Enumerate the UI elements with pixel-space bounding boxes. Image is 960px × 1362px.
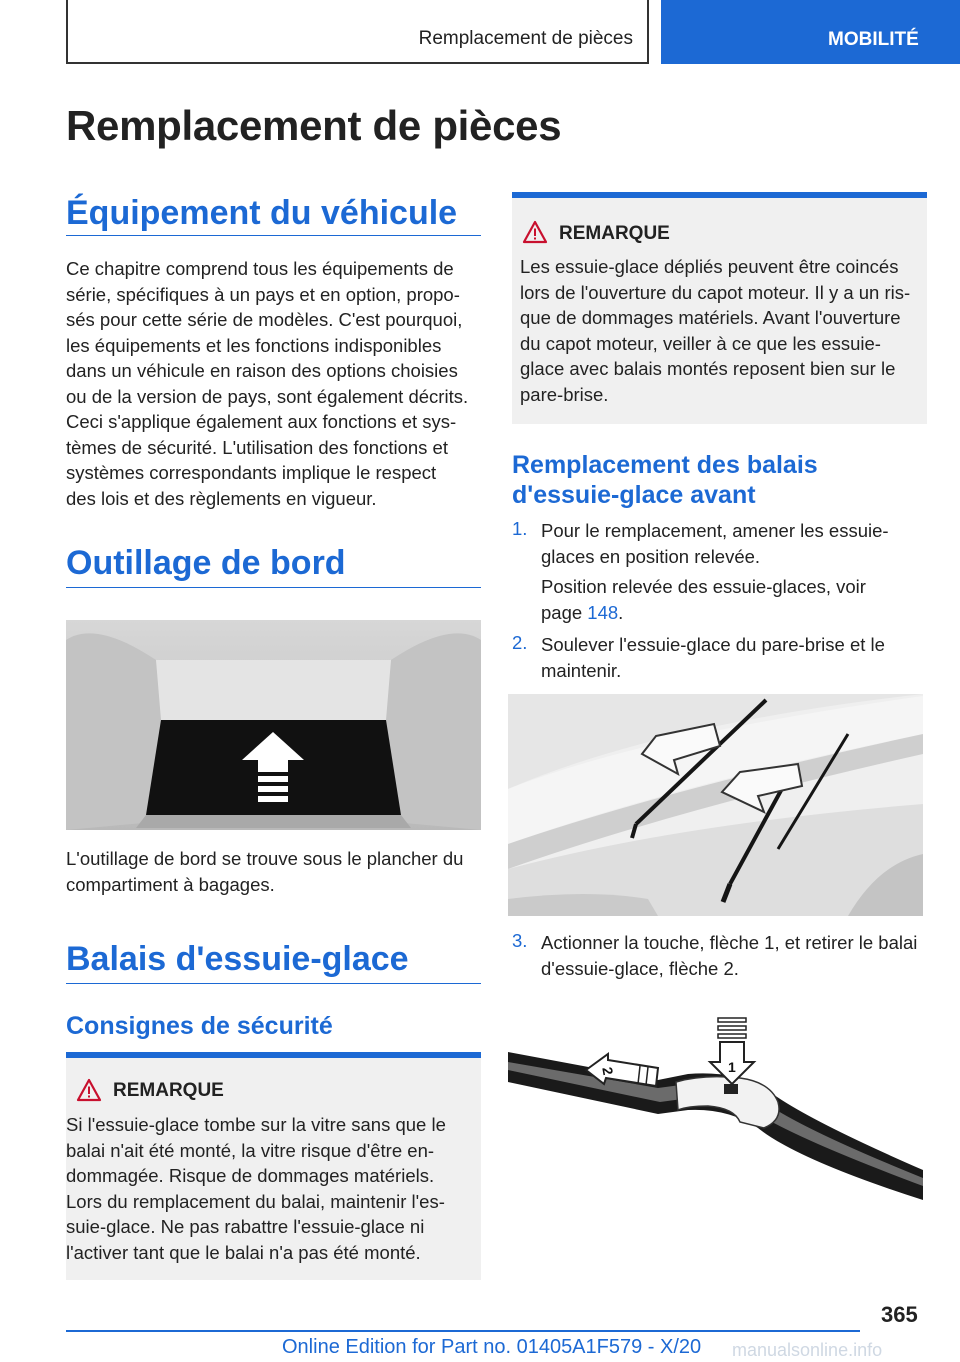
watermark-text: manualsonline.info (732, 1340, 883, 1360)
text-line: glaces en position relevée. (541, 545, 761, 567)
step-2-text (541, 632, 931, 683)
heading-replace-front-blades (512, 450, 818, 510)
text-line: les équipements et les fonctions indisponibles (66, 334, 442, 356)
text-line: d'essuie-glace, flèche 2. (541, 957, 739, 979)
heading-line: d'essuie-glace avant (512, 481, 756, 509)
footer-divider (66, 1330, 860, 1332)
windshield-wiper-image (508, 694, 923, 916)
text-line: des lois et des règlements en vigueur. (66, 487, 377, 509)
text-line: Soulever l'essuie-glace du pare-brise et le (541, 634, 885, 655)
text-fragment: page (541, 601, 588, 623)
warning-text (66, 1112, 481, 1265)
heading-equipment: Équipement du véhicule (66, 194, 481, 236)
text-line: suie-glace. Ne pas rabattre l'essuie-glace ni (66, 1216, 425, 1237)
heading-wiper-blades: Balais d'essuie-glace (66, 940, 481, 984)
step-number: 3. (512, 930, 528, 951)
text-line: compartiment à bagages. (66, 873, 275, 895)
heading-line: Remplacement des balais (512, 451, 818, 479)
step-1-text (541, 518, 931, 569)
text-line: Position relevée des essuie-glaces, voir (541, 576, 866, 597)
text-line: Lors du remplacement du balai, maintenir l'es- (66, 1190, 445, 1212)
warning-bar (66, 1052, 481, 1058)
text-line: sés pour cette série de modèles. C'est pourquoi, (66, 309, 463, 330)
warning-text (520, 254, 925, 407)
footer-edition: Online Edition for Part no. 01405A1F579 - X/20 (282, 1336, 702, 1358)
page-link[interactable]: 148 (587, 601, 619, 623)
heading-tools: Outillage de bord (66, 544, 481, 588)
warning-bar (512, 192, 927, 198)
text-line: Ceci s'applique également aux fonctions et sys- (66, 411, 457, 432)
equipment-paragraph (66, 256, 481, 511)
header-chapter-tab[interactable] (661, 0, 960, 64)
text-fragment: . (618, 601, 624, 623)
text-line: série, spécifiques à un pays et en option, propo- (66, 283, 460, 305)
trunk-floor-image (66, 620, 481, 830)
step-number: 1. (512, 518, 528, 539)
warning-box-left (66, 1052, 481, 1280)
text-line: ou de la version de pays, sont également décrits. (66, 385, 469, 407)
warning-box-right (512, 192, 927, 424)
text-line: Si l'essuie-glace tombe sur la vitre sans que le (66, 1114, 446, 1135)
text-line: que de dommages matériels. Avant l'ouverture (520, 307, 901, 328)
step-number: 2. (512, 632, 528, 653)
wiper-blade-release-image (508, 1010, 923, 1210)
text-line: glace avec balais montés reposent bien sur le (520, 358, 896, 379)
header-chapter-label: MOBILITÉ (828, 29, 919, 50)
text-line (541, 600, 931, 626)
text-line: dommagée. Risque de dommages matériels. (66, 1165, 435, 1186)
arrow-label-1: 1 (728, 1059, 736, 1075)
text-line: pare-brise. (520, 383, 609, 405)
text-line: du capot moteur, veiller à ce que les essuie- (520, 332, 881, 354)
warning-triangle-icon (76, 1078, 102, 1102)
text-line: L'outillage de bord se trouve sous le plancher du (66, 848, 464, 869)
heading-safety: Consignes de sécurité (66, 1012, 333, 1040)
text-line: l'activer tant que le balai n'a pas été monté. (66, 1241, 421, 1263)
step-1-subtext (541, 574, 931, 625)
header-section-box (66, 0, 649, 64)
arrow-label-2: 2 (599, 1065, 617, 1077)
warning-label: REMARQUE (113, 1080, 224, 1101)
text-line: balai n'ait été monté, la vitre risque d'être en- (66, 1139, 435, 1161)
page-title: Remplacement de pièces (66, 102, 562, 149)
header-section-title: Remplacement de pièces (418, 28, 633, 49)
text-line: Ce chapitre comprend tous les équipements de (66, 258, 454, 279)
text-line: dans un véhicule en raison des options choisies (66, 360, 458, 381)
warning-label: REMARQUE (559, 223, 670, 244)
text-line: tèmes de sécurité. L'utilisation des fonctions et (66, 436, 448, 458)
tools-paragraph (66, 846, 486, 897)
warning-triangle-icon (522, 220, 548, 244)
text-line: lors de l'ouverture du capot moteur. Il y a un ris- (520, 281, 911, 303)
text-line: systèmes correspondants implique le respect (66, 462, 437, 483)
step-3-text (541, 930, 933, 981)
text-line: Les essuie-glace dépliés peuvent être coincés (520, 256, 899, 277)
text-line: Actionner la touche, flèche 1, et retirer le balai (541, 932, 918, 953)
page-number: 365 (881, 1302, 918, 1327)
text-line: maintenir. (541, 659, 622, 681)
text-line: Pour le remplacement, amener les essuie- (541, 520, 889, 541)
